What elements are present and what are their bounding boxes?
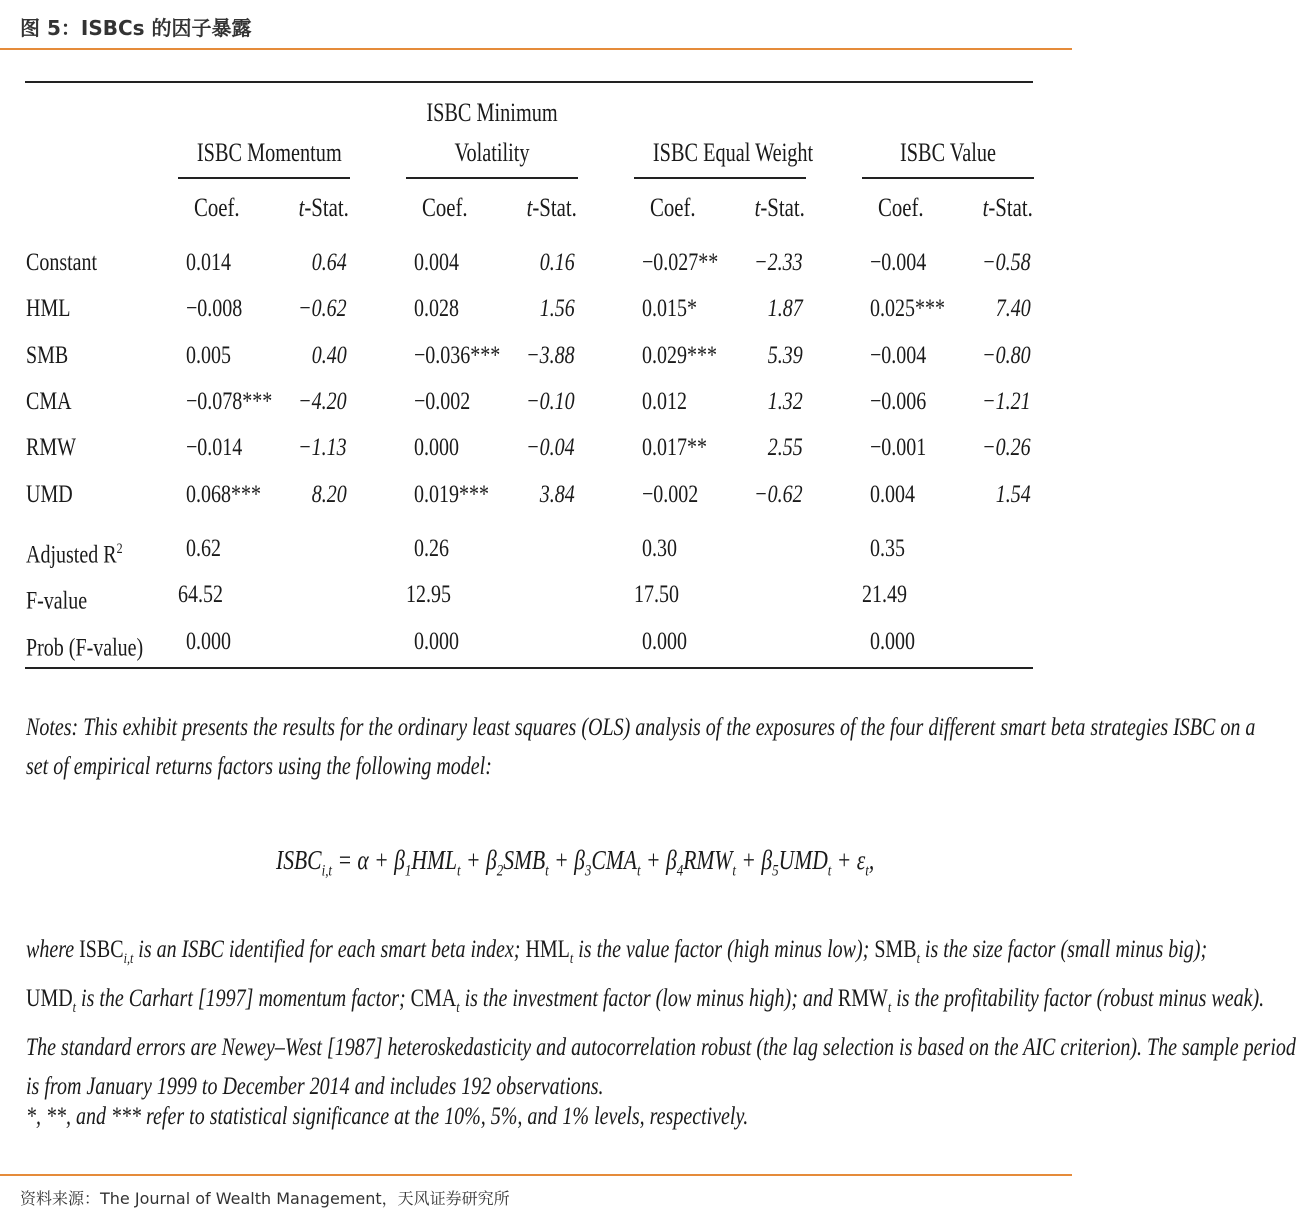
group-header-line1 — [881, 93, 1015, 133]
stat-cell: 0.000 — [186, 627, 231, 655]
tstat-cell: 0.16 — [540, 249, 575, 276]
group-underline — [634, 177, 806, 179]
group-header-line2: ISBC Momentum — [196, 138, 342, 167]
group-header-equalweight — [652, 93, 814, 173]
notes-text: is an ISBC identified for each smart beta index; — [133, 936, 526, 963]
coef-cell: 0.004 — [414, 249, 459, 276]
tstat-cell: −1.21 — [982, 387, 1031, 415]
notes-text: is the size factor (small minus big); — [919, 936, 1208, 963]
group-header-line1 — [653, 93, 787, 133]
stat-cell: 17.50 — [634, 581, 679, 609]
coef-cell: −0.002 — [414, 387, 471, 415]
tstat-cell: 8.20 — [312, 480, 347, 508]
var-umd: $UMD_t$ — [26, 985, 77, 1016]
tstat-header-suffix: -Stat. — [532, 193, 577, 222]
tstat-header — [299, 190, 349, 226]
tstat-cell: −0.80 — [982, 341, 1031, 369]
coef-header: Coef. — [878, 193, 924, 222]
row-label: CMA — [26, 387, 72, 415]
var-hml: $HML_t$ — [525, 936, 574, 967]
notes-text: is the investment factor (low minus high); and — [459, 985, 838, 1012]
tstat-header — [755, 190, 805, 226]
group-header-line1: ISBC Minimum — [426, 98, 558, 127]
coef-cell: 0.017** — [642, 434, 707, 462]
tstat-cell: 2.55 — [768, 434, 803, 462]
notes-line: The standard errors are Newey–West [1987] heteroskedasticity and autocorrelation robust (the lag selection is based on the AIC criterion). The sample period — [26, 1034, 1296, 1061]
row-label-text: Adjusted R — [26, 541, 117, 569]
coef-header: Coef. — [194, 193, 240, 222]
notes-line: is from January 1999 to December 2014 and includes 192 observations. — [26, 1073, 604, 1100]
notes-line: set of empirical returns factors using the following model: — [26, 753, 492, 780]
coef-cell: −0.036*** — [414, 341, 501, 369]
row-label: HML — [26, 295, 71, 323]
notes-text: where — [26, 936, 80, 963]
coef-cell: −0.001 — [870, 434, 927, 462]
group-header-line1 — [197, 93, 331, 133]
coef-cell: 0.004 — [870, 480, 915, 508]
row-label-superscript: 2 — [116, 541, 123, 557]
group-header-value — [881, 93, 1015, 173]
tstat-cell: −4.20 — [298, 387, 347, 415]
coef-cell: −0.014 — [186, 434, 243, 462]
coef-cell: 0.014 — [186, 249, 231, 276]
group-header-momentum — [196, 93, 342, 173]
notes-text: is the value factor (high minus low); — [573, 936, 875, 963]
row-label: RMW — [26, 434, 76, 462]
coef-header: Coef. — [650, 193, 696, 222]
row-label: Constant — [26, 249, 98, 276]
tstat-cell: −2.33 — [754, 249, 803, 276]
tstat-header-suffix: -Stat. — [988, 193, 1033, 222]
tstat-cell: −0.62 — [754, 480, 803, 508]
table-row — [0, 240, 1080, 286]
group-underline — [862, 177, 1034, 179]
tstat-header-suffix: -Stat. — [304, 193, 349, 222]
tstat-cell: −0.62 — [298, 295, 347, 323]
coef-cell: 0.005 — [186, 341, 231, 369]
tstat-header-suffix: -Stat. — [760, 193, 805, 222]
tstat-header-t: t — [526, 193, 533, 222]
coef-cell: −0.078*** — [186, 387, 273, 415]
stat-cell: 0.26 — [414, 535, 449, 562]
coef-cell: 0.000 — [414, 434, 459, 462]
notes-definitions — [26, 930, 1296, 1106]
tstat-cell: −0.10 — [526, 387, 575, 415]
coef-cell: 0.012 — [642, 387, 687, 415]
stat-cell: 0.30 — [642, 535, 677, 562]
tstat-cell: 3.84 — [540, 480, 575, 508]
table-row — [0, 333, 1080, 379]
table-row — [0, 286, 1080, 332]
table-top-rule — [25, 81, 1033, 83]
tstat-header-t: t — [982, 193, 989, 222]
notes-text: is the profitability factor (robust minus weak). — [891, 985, 1265, 1012]
row-label-text: F-value — [26, 587, 88, 615]
stats-row — [0, 572, 1080, 618]
tstat-cell: −0.04 — [526, 434, 575, 462]
stat-cell: 0.35 — [870, 535, 905, 562]
stat-cell: 64.52 — [178, 581, 223, 609]
tstat-header-t: t — [298, 193, 305, 222]
tstat-cell: −3.88 — [526, 341, 575, 369]
tstat-cell: 1.32 — [768, 387, 803, 415]
source-note: 资料来源：The Journal of Wealth Management，天风证券研究所 — [20, 1189, 510, 1208]
var-smb: $SMB_t$ — [874, 936, 920, 967]
var-cma: $CMA_t$ — [410, 985, 460, 1016]
notes-text: is the Carhart [1997] momentum factor; — [76, 985, 411, 1012]
notes-line: Notes: This exhibit presents the results for the ordinary least squares (OLS) analysis of the exposures of the four different smart beta strategies ISBC on a — [26, 714, 1256, 741]
title-rule — [0, 48, 1072, 50]
stat-cell: 21.49 — [862, 581, 907, 609]
row-label — [26, 572, 87, 624]
coef-cell: 0.019*** — [414, 480, 489, 508]
coef-cell: 0.015* — [642, 295, 697, 323]
group-header-minvol — [425, 93, 559, 173]
notes-intro — [26, 708, 1256, 786]
tstat-header-t: t — [754, 193, 761, 222]
tstat-cell: 7.40 — [996, 295, 1031, 323]
row-label — [26, 619, 143, 671]
table-row — [0, 379, 1080, 425]
stat-cell: 12.95 — [406, 581, 451, 609]
coef-cell: −0.008 — [186, 295, 243, 323]
table-bottom-rule — [25, 667, 1033, 669]
notes-significance: *, **, and *** refer to statistical significance at the 10%, 5%, and 1% levels, respectively. — [26, 1103, 749, 1130]
stat-cell: 0.000 — [642, 627, 687, 655]
var-isbc: $ISBC_{i,t}$ — [79, 936, 134, 967]
row-label — [26, 526, 123, 578]
coef-cell: −0.027** — [642, 249, 719, 276]
group-header-line2: ISBC Value — [900, 138, 996, 167]
var-rmw: $RMW_t$ — [837, 985, 892, 1016]
group-underline — [178, 177, 350, 179]
figure-title: 图 5：ISBCs 的因子暴露 — [20, 16, 252, 40]
coef-cell: 0.028 — [414, 295, 459, 323]
tstat-cell: 0.40 — [312, 341, 347, 369]
coef-cell: 0.029*** — [642, 341, 717, 369]
tstat-cell: 1.87 — [768, 295, 803, 323]
tstat-header — [983, 190, 1033, 226]
coef-cell: 0.068*** — [186, 480, 261, 508]
stats-row — [0, 619, 1080, 665]
stat-cell: 0.000 — [870, 627, 915, 655]
model-formula: $ISBC_{i,t} = \alpha + \beta_1HML_t + \beta_2SMB_t + \beta_3CMA_t + \beta_4RMW_t + \beta_5UMD_t + \varepsilon_t$, — [276, 845, 875, 880]
tstat-cell: 1.56 — [540, 295, 575, 323]
coef-header: Coef. — [422, 193, 468, 222]
coef-cell: −0.006 — [870, 387, 927, 415]
row-label: UMD — [26, 480, 73, 508]
group-underline — [406, 177, 578, 179]
tstat-cell: −0.26 — [982, 434, 1031, 462]
tstat-cell: 1.54 — [996, 480, 1031, 508]
group-header-line2: Volatility — [454, 138, 530, 167]
coef-cell: −0.002 — [642, 480, 699, 508]
coef-cell: −0.004 — [870, 249, 927, 276]
tstat-cell: 0.64 — [312, 249, 347, 276]
group-header-line2: ISBC Equal Weight — [652, 138, 814, 167]
coef-cell: 0.025*** — [870, 295, 945, 323]
source-rule — [0, 1174, 1072, 1176]
stat-cell: 0.62 — [186, 535, 221, 562]
table-row — [0, 472, 1080, 518]
notes-line — [26, 979, 1265, 1028]
tstat-cell: −1.13 — [298, 434, 347, 462]
stat-cell: 0.000 — [414, 627, 459, 655]
tstat-header — [527, 190, 577, 226]
stats-row — [0, 526, 1080, 572]
row-label: SMB — [26, 341, 69, 369]
table-row — [0, 425, 1080, 471]
notes-line — [26, 930, 1208, 979]
tstat-cell: 5.39 — [768, 341, 803, 369]
row-label-text: Prob (F-value) — [26, 633, 144, 661]
tstat-cell: −0.58 — [982, 249, 1031, 276]
coef-cell: −0.004 — [870, 341, 927, 369]
